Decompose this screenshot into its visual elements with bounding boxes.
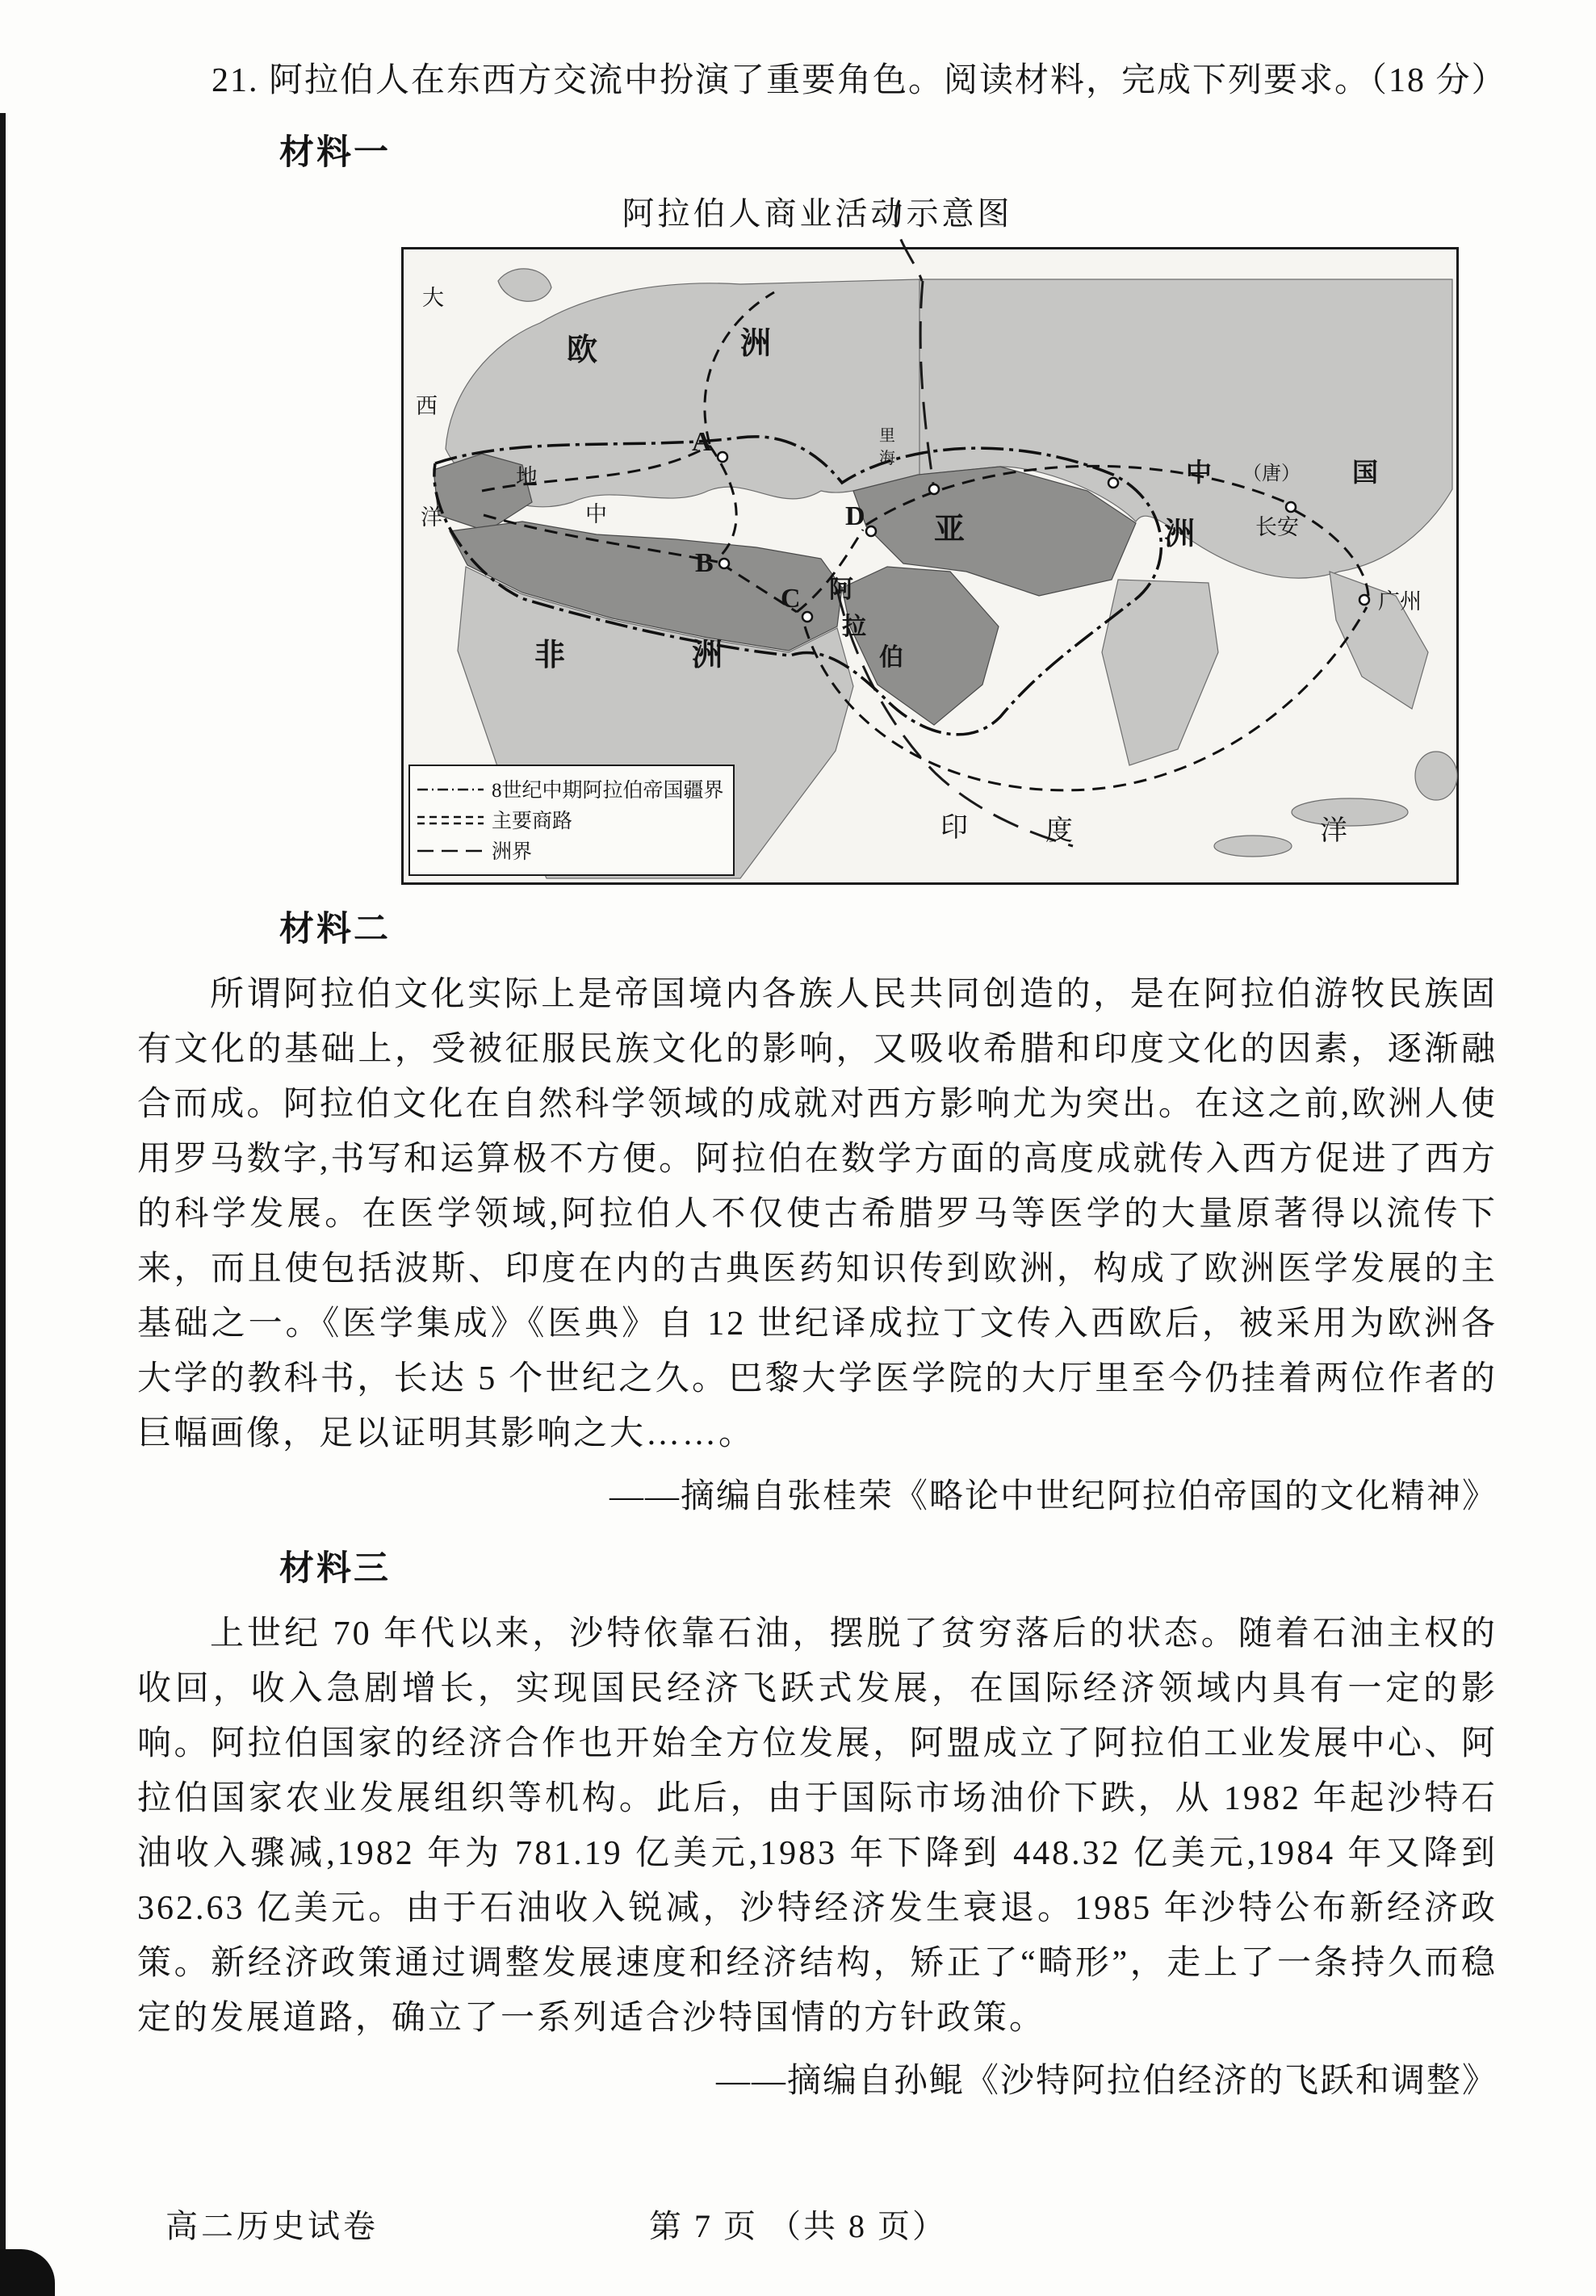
material-2-attribution: ——摘编自张桂荣《略论中世纪阿拉伯帝国的文化精神》 (609, 1478, 1498, 1515)
scan-edge-artifact (0, 113, 6, 2296)
map-label-indian-ocean-3: 洋 (1320, 816, 1349, 846)
exam-page (137, 53, 1507, 2109)
footer-exam-name: 高二历史试卷 (165, 2208, 379, 2244)
material-1-label: 材料一 (279, 133, 391, 172)
map-label-africa-2: 洲 (692, 639, 725, 672)
map-label-china-tang: （唐） (1242, 463, 1301, 484)
question-21: 21. 阿拉伯人在东西方交流中扮演了重要角色。阅读材料，完成下列要求。（18 分） (212, 62, 1507, 99)
map-label-arabia-2: 拉 (842, 614, 866, 640)
map-label-caspian-1: 里 (879, 427, 895, 445)
map-label-atlantic-2: 西 (416, 394, 438, 418)
legend-border-label: 洲界 (492, 841, 533, 863)
map-point-d: D (845, 501, 865, 531)
map-figure (137, 192, 1498, 885)
material-3-label: 材料三 (279, 1549, 391, 1588)
map-point-b: B (695, 548, 714, 578)
map-label-europe-2: 洲 (740, 327, 773, 361)
legend-empire-label: 8世纪中期阿拉伯帝国疆界 (492, 780, 724, 802)
map-label-atlantic-1: 大 (422, 286, 444, 310)
material-3-text: 上世纪 70 年代以来，沙特依靠石油，摆脱了贫穷落后的状态。随着石油主权的收回，收入急剧增长，实现国民经济飞跃式发展，在国际经济领域内具有一定的影响。阿拉伯国家的经济合作也开始全方位发展，阿盟成立了阿拉伯工业发展中心、阿拉伯国家农业发展组织等机构。此后，由于国际市场油价下跌，从 1982 年起沙特石油收入骤减,1982 年为 781.19 亿美元,1983 年下降到 448.32 亿美元,1984 年又降到 362.63 亿美元。由于石油收入锐减，沙特经济发生衰退。1985 年沙特公布新经济政策。新经济政策通过调整发展速度和经济结构，矫正了“畸形”，走上了一条持久而稳定的发展道路，确立了一系列适合沙特国情的方针政策。 (137, 1615, 1498, 2037)
map-label-mediterranean-1: 地 (516, 465, 538, 489)
map-label-indian-ocean-1: 印 (940, 813, 970, 843)
map-point-a: A (692, 427, 712, 457)
material-3-attribution: ——摘编自孙鲲《沙特阿拉伯经济的飞跃和调整》 (715, 2063, 1498, 2100)
map-label-atlantic-3: 洋 (421, 505, 442, 530)
map-label-asia-1: 亚 (934, 513, 967, 547)
map-image (401, 247, 1459, 885)
map-label-arabia-3: 伯 (879, 644, 903, 671)
map-label-caspian-2: 海 (879, 450, 895, 467)
scan-corner-artifact (0, 2249, 55, 2296)
map-label-arabia-1: 阿 (829, 576, 853, 603)
footer-page-number: 第 7 页 （共 8 页） (649, 2208, 947, 2244)
map-label-china-2: 国 (1352, 458, 1379, 487)
legend-route-label: 主要商路 (492, 811, 573, 832)
map-label-changan: 长安 (1255, 515, 1299, 539)
map-point-c: C (781, 584, 801, 614)
map-legend (409, 765, 734, 875)
map-label-guangzhou: 广州 (1378, 589, 1422, 614)
page-footer (0, 2201, 1596, 2249)
map-label-china-1: 中 (1186, 458, 1213, 487)
map-label-mediterranean-2: 中 (585, 502, 607, 526)
map-label-asia-2: 洲 (1164, 517, 1197, 551)
map-label-indian-ocean-2: 度 (1045, 816, 1074, 846)
map-title: 阿拉伯人商业活动示意图 (622, 195, 1013, 232)
material-2-text: 所谓阿拉伯文化实际上是帝国境内各族人民共同创造的，是在阿拉伯游牧民族固有文化的基础上，受被征服民族文化的影响，又吸收希腊和印度文化的因素，逐渐融合而成。阿拉伯文化在自然科学领域的成就对西方影响尤为突出。在这之前,欧洲人使用罗马数字,书写和运算极不方便。阿拉伯在数学方面的高度成就传入西方促进了西方的科学发展。在医学领域,阿拉伯人不仅使古希腊罗马等医学的大量原著得以流传下来，而且使包括波斯、印度在内的古典医药知识传到欧洲，构成了欧洲医学发展的主基础之一。《医学集成》《医典》自 12 世纪译成拉丁文传入西欧后，被采用为欧洲各大学的教科书，长达 5 个世纪之久。巴黎大学医学院的大厅里至今仍挂着两位作者的巨幅画像，足以证明其影响之大……。 (137, 976, 1498, 1452)
map-label-europe-1: 欧 (567, 333, 600, 367)
map-container (401, 247, 1459, 885)
material-2-label: 材料二 (279, 910, 391, 949)
map-label-africa-1: 非 (534, 639, 568, 672)
